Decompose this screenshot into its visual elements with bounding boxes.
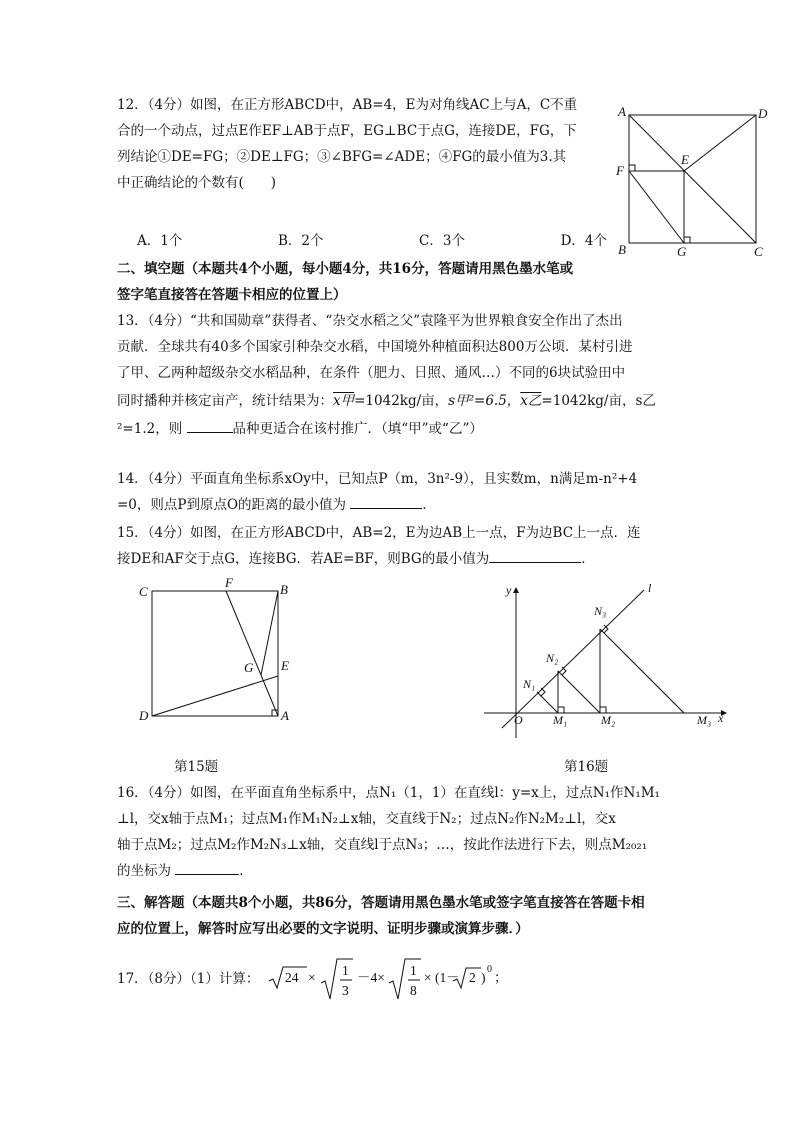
q16-label-y: y [506, 583, 512, 597]
q16-line-4-b: ． [239, 863, 253, 879]
q15-segment-af [226, 591, 278, 716]
q16-segment-n1m1 [537, 692, 558, 713]
q15-label-d: D [139, 708, 149, 723]
question-15 [117, 520, 685, 572]
q14-line-2 [117, 492, 685, 518]
q12-segment-fg [629, 171, 684, 243]
q17-denominator-3: 3 [342, 983, 349, 998]
q16-line-4-a: 的坐标为 [117, 863, 171, 879]
q16-label-n1: N₁ [523, 677, 536, 691]
q12-line-2: 合的一个动点，过点E作EF⊥AB于点F，EG⊥BC于点G，连接DE，FG，下 [117, 123, 577, 139]
section-3-header [117, 890, 645, 942]
q15-answer-blank[interactable] [489, 548, 581, 563]
q14-line-2-b: ． [422, 497, 436, 513]
q17-numerator-1a: 1 [342, 963, 349, 978]
q15-line-2-b: ． [581, 551, 595, 567]
q17-times-2: × [424, 970, 432, 985]
q14-line-2-a: =0，则点P到原点O的距离的最小值为 [117, 497, 347, 513]
q17-numerator-1b: 1 [410, 963, 417, 978]
q17-exponent-0: 0 [487, 964, 492, 975]
q13-line-1: 13．（4分）“共和国勋章”获得者、“杂交水稻之父”袁隆平为世界粮食安全作出了杰出 [117, 313, 623, 329]
q15-label-f: F [225, 575, 233, 590]
q12-label-a: A [618, 104, 626, 119]
q17-radicand-24: 24 [285, 970, 299, 985]
q12-label-e: E [681, 152, 689, 167]
q16-label-n3: N₃ [594, 604, 607, 618]
q16-label-n2: N₂ [546, 651, 559, 665]
question-12 [117, 92, 607, 196]
q15-label-c: C [139, 584, 148, 599]
q16-caption: 第16题 [564, 759, 609, 775]
q13-var-jia: s甲²=6.5， [448, 393, 521, 409]
q12-line-1: 12．（4分）如图，在正方形ABCD中，AB=4，E为对角线AC上与A，C不重 [117, 97, 578, 113]
q16-figure [478, 580, 730, 740]
q12-figure [612, 100, 772, 262]
q15-segment-de [152, 676, 278, 716]
q12-label-f: F [616, 163, 624, 178]
q17-minus-4: －4× [357, 970, 385, 985]
q15-figure [130, 575, 305, 730]
q12-label-b: B [618, 242, 626, 257]
q13-line-2: 贡献．全球共有40多个国家引种杂交水稻，中国境外种植面积达800万公顷．某村引进 [117, 339, 633, 355]
q17-prefix: 17．（8分）（1）计算： [117, 971, 260, 987]
q13-line-5 [117, 416, 685, 442]
q13-line-3: 了甲、乙两种超级杂交水稻品种，在条件（肥力、日照、通风…）不同的6块试验田中 [117, 365, 626, 381]
q12-option-c: C．3个 [419, 233, 465, 249]
q12-line-4: 中正确结论的个数有( ) [117, 175, 277, 191]
q15-label-b: B [280, 582, 288, 597]
q15-segment-bg [261, 591, 278, 675]
q14-answer-blank[interactable] [350, 494, 422, 509]
q13-mean-yi: x乙 [520, 393, 542, 409]
q12-option-a: A．1个 [137, 233, 183, 249]
q16-label-m1: M₁ [553, 713, 568, 727]
q13-mean-jia: x甲 [333, 393, 355, 409]
section-3-line-2: 应的位置上，解答时应写出必要的文字说明、证明步骤或演算步骤．） [117, 921, 529, 937]
q13-line-5-b: 品种更适合在该村推广．（填“甲”或“乙”） [232, 421, 483, 437]
question-16 [117, 780, 685, 884]
q12-line-3: 列结论①DE=FG；②DE⊥FG；③∠BFG=∠ADE；④FG的最小值为3.其 [117, 149, 567, 165]
question-13 [117, 308, 685, 442]
q13-eq-1: =1042kg/亩， [354, 393, 449, 409]
q12-option-d: D．4个 [560, 233, 607, 249]
q12-diagonal-ac [629, 115, 756, 243]
q17-radicand-2: 2 [469, 970, 476, 985]
q16-line-2: ⊥l，交x轴于点M₁；过点M₁作M₁N₂⊥x轴，交直线于N₂；过点N₂作N₂M₂⊥l，交x [117, 811, 616, 827]
q16-label-l: l [648, 581, 652, 595]
q12-label-g: G [677, 244, 687, 259]
q15-line-2-a: 接DE和AF交于点G，连接BG．若AE=BF，则BG的最小值为 [117, 551, 490, 567]
q12-right-angle-f [629, 165, 635, 171]
q16-label-m3: M₃ [697, 713, 712, 727]
q16-answer-blank[interactable] [175, 860, 239, 875]
q12-label-c: C [754, 244, 763, 259]
q15-line-1: 15．（4分）如图，在正方形ABCD中，AB=2，E为边AB上一点，F为边BC上一点．连 [117, 525, 641, 541]
q13-line-4 [117, 386, 685, 416]
q16-line-l [502, 590, 644, 728]
q17-end: ； [494, 970, 507, 985]
q15-label-e: E [281, 658, 289, 673]
q16-right-angle-n1 [541, 688, 545, 696]
q12-options [137, 229, 607, 249]
section-2-line-2: 签字笔直接答在答题卡相应的位置上） [117, 287, 347, 303]
q16-label-x: x [718, 711, 724, 725]
q13-eq-2: =1042kg/亩，s乙 [541, 393, 656, 409]
q12-option-b: B．2个 [277, 233, 324, 249]
q13-answer-blank[interactable] [187, 418, 233, 433]
q16-label-m2: M₂ [601, 713, 616, 727]
q15-caption: 第15题 [174, 759, 219, 775]
q16-label-o: O [514, 713, 523, 727]
q13-line-4-text: 同时播种并核定亩产，统计结果为： [117, 393, 333, 409]
q16-line-4 [117, 858, 685, 884]
q17-paren-close: ) [481, 970, 486, 985]
q15-square [152, 591, 278, 716]
q15-label-a: A [281, 708, 289, 723]
q12-right-angle-g [684, 237, 690, 243]
q16-segment-n3m3 [600, 629, 684, 713]
q17-paren-open: (1－ [435, 970, 460, 985]
section-3-line-1: 三、解答题（本题共8个小题，共86分，答题请用黑色墨水笔或签字笔直接答在答题卡相 [117, 895, 645, 911]
q17-expression [267, 955, 507, 1007]
section-2-header [117, 256, 573, 308]
question-14 [117, 466, 685, 518]
q15-label-g: G [244, 660, 254, 675]
q14-line-1: 14．（4分）平面直角坐标系xOy中，已知点P（m，3n²-9），且实数m，n满足m-n²+4 [117, 471, 638, 487]
q16-line-3: 轴于点M₂；过点M₂作M₂N₃⊥x轴，交直线l于点N₃；…，按此作法进行下去，则点M₂₀₂₁ [117, 837, 648, 853]
q16-line-1: 16．（4分）如图，在平面直角坐标系中，点N₁（1，1）在直线l：y=x上，过点N₁作N₁M₁ [117, 785, 660, 801]
q13-line-5-a: ²=1.2，则 [117, 421, 183, 437]
q15-line-2 [117, 546, 685, 572]
q17-denominator-8: 8 [410, 983, 417, 998]
q12-label-d: D [758, 106, 768, 121]
q12-segment-de [684, 115, 756, 171]
q17-times-1: × [308, 970, 316, 985]
section-2-line-1: 二、填空题（本题共4个小题，每小题4分，共16分，答题请用黑色墨水笔或 [117, 261, 574, 277]
